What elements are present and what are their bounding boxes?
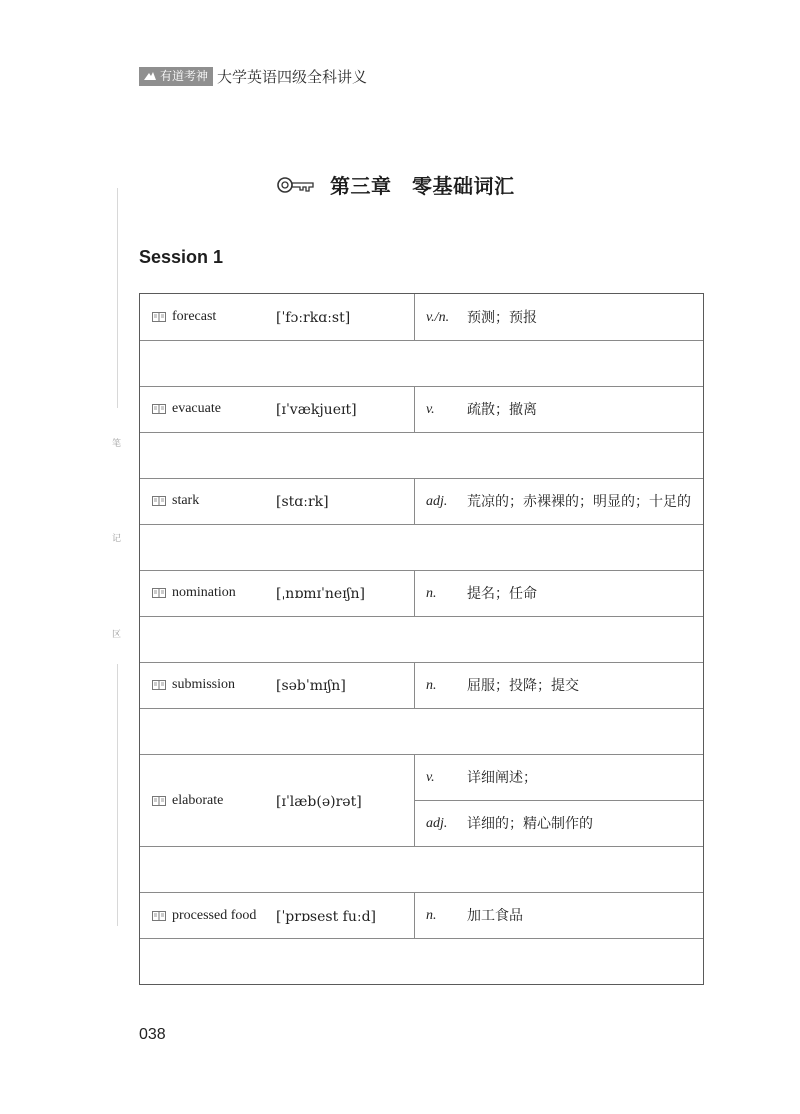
margin-note-char-1: 笔	[112, 439, 122, 449]
vocab-word: processed food	[172, 908, 257, 923]
running-header	[139, 66, 367, 86]
vocabulary-table	[139, 293, 704, 985]
column-divider	[414, 754, 415, 846]
vocab-phonetic: [ˈprɒsest fuːd]	[276, 909, 376, 925]
margin-note-char-2: 记	[112, 534, 122, 544]
meaning: 预测；预报	[467, 310, 537, 326]
part-of-speech: n.	[426, 678, 437, 693]
meaning: 荒凉的；赤裸裸的；明显的；十足的	[467, 494, 691, 510]
book-icon	[152, 796, 166, 806]
meaning: 详细阐述；	[467, 770, 537, 786]
vocab-phonetic: [ɪˈvækjueɪt]	[276, 402, 357, 418]
vocab-entry	[152, 583, 236, 603]
part-of-speech: v.	[426, 402, 435, 417]
key-icon	[276, 174, 316, 196]
vocab-word: elaborate	[172, 793, 224, 808]
vocab-entry	[152, 906, 256, 926]
column-divider	[414, 386, 415, 432]
sense-divider	[414, 800, 703, 801]
vocab-word: nomination	[172, 585, 236, 600]
row-divider	[140, 662, 703, 663]
brand-name: 有道考神	[160, 68, 209, 83]
row-divider	[140, 432, 703, 433]
vocab-word: submission	[172, 677, 236, 692]
brand-badge	[139, 67, 213, 86]
column-divider	[414, 294, 415, 340]
meaning: 加工食品	[467, 908, 523, 924]
margin-divider-top	[117, 188, 118, 408]
part-of-speech: adj.	[426, 494, 448, 509]
book-icon	[152, 496, 166, 506]
margin-note-char-3: 区	[112, 630, 122, 640]
vocab-entry	[152, 491, 199, 511]
part-of-speech: adj.	[426, 816, 448, 831]
book-icon	[152, 911, 166, 921]
row-divider	[140, 386, 703, 387]
chapter-title: 第三章 零基础词汇	[330, 174, 515, 198]
session-title: Session 1	[139, 247, 224, 267]
column-divider	[414, 478, 415, 524]
row-divider	[140, 524, 703, 525]
vocab-entry	[152, 399, 221, 419]
row-divider	[140, 938, 703, 939]
row-divider	[140, 754, 703, 755]
vocab-word: evacuate	[172, 401, 221, 416]
book-icon	[152, 312, 166, 322]
vocab-word: stark	[172, 493, 200, 508]
book-icon	[152, 588, 166, 598]
part-of-speech: n.	[426, 908, 437, 923]
chapter-heading	[276, 170, 515, 199]
row-divider	[140, 616, 703, 617]
part-of-speech: v.	[426, 770, 435, 785]
page-number: 038	[139, 1026, 166, 1043]
vocab-phonetic: [ˈfɔːrkɑːst]	[276, 310, 351, 326]
book-icon	[152, 680, 166, 690]
book-icon	[152, 404, 166, 414]
vocab-entry	[152, 791, 223, 811]
book-title: 大学英语四级全科讲义	[217, 67, 368, 86]
row-divider	[140, 892, 703, 893]
row-divider	[140, 846, 703, 847]
row-divider	[140, 340, 703, 341]
part-of-speech: v./n.	[426, 310, 450, 325]
row-divider	[140, 570, 703, 571]
part-of-speech: n.	[426, 586, 437, 601]
brand-logo-icon	[143, 70, 157, 82]
column-divider	[414, 570, 415, 616]
row-divider	[140, 478, 703, 479]
meaning: 疏散；撤离	[467, 402, 537, 418]
vocab-phonetic: [ɪˈlæb(ə)rət]	[276, 794, 362, 810]
vocab-phonetic: [stɑːrk]	[276, 494, 329, 510]
vocab-entry	[152, 675, 235, 695]
row-divider	[140, 708, 703, 709]
column-divider	[414, 662, 415, 708]
vocab-phonetic: [ˌnɒmɪˈneɪʃn]	[276, 586, 365, 602]
vocab-word: forecast	[172, 309, 217, 324]
meaning: 提名；任命	[467, 586, 537, 602]
vocab-phonetic: [səbˈmɪʃn]	[276, 678, 346, 694]
margin-divider-bottom	[117, 664, 118, 926]
column-divider	[414, 892, 415, 938]
meaning: 屈服；投降；提交	[467, 678, 579, 694]
meaning: 详细的；精心制作的	[467, 816, 593, 832]
vocab-entry	[152, 307, 216, 327]
